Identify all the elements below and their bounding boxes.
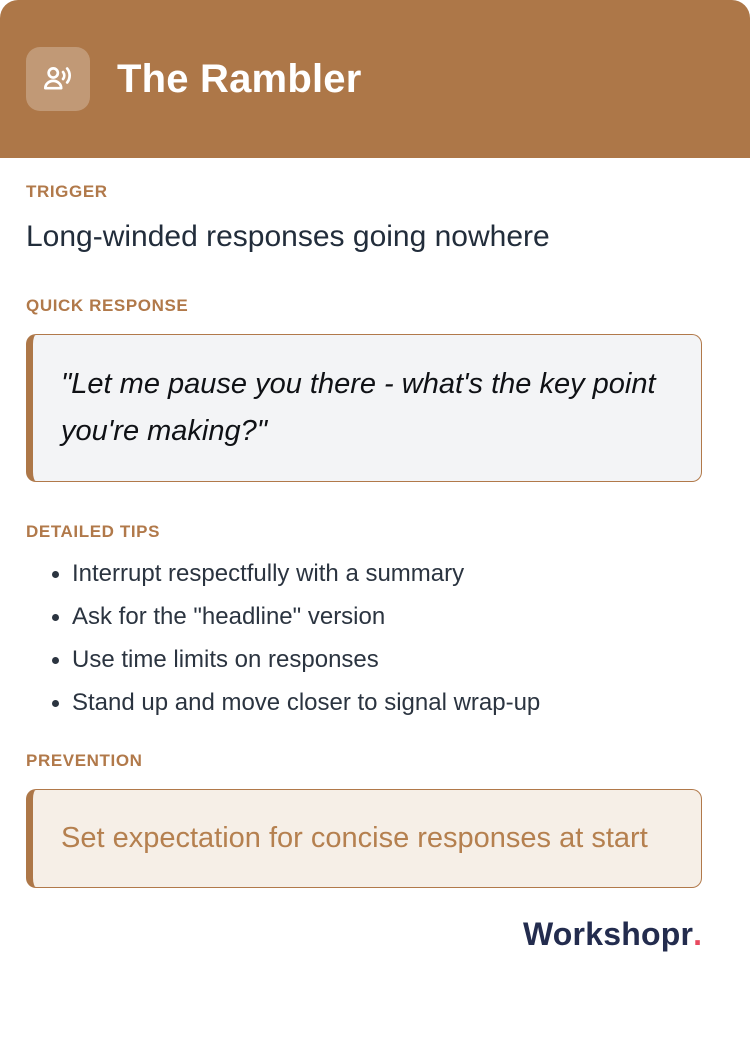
card-footer xyxy=(26,916,702,953)
icon-container xyxy=(26,47,90,111)
list-item: • Ask for the "headline" version xyxy=(72,601,702,633)
brand-logo-dot: . xyxy=(693,916,702,952)
person-speaking-icon xyxy=(39,60,77,98)
trigger-label: TRIGGER xyxy=(26,182,108,201)
list-item: • Interrupt respectfully with a summary xyxy=(72,558,702,590)
detailed-tips-list xyxy=(26,558,702,719)
card-content xyxy=(0,182,750,953)
quick-response-quote: "Let me pause you there - what's the key point you're making?" xyxy=(61,368,656,447)
list-item: • Stand up and move closer to signal wrap-up xyxy=(72,687,702,719)
prevention-box xyxy=(26,789,702,888)
quick-response-label: QUICK RESPONSE xyxy=(26,296,189,315)
page-title: The Rambler xyxy=(117,56,362,101)
trigger-text: Long-winded responses going nowhere xyxy=(26,220,550,253)
detailed-tips-label: DETAILED TIPS xyxy=(26,522,161,541)
list-item: • Use time limits on responses xyxy=(72,644,702,676)
prevention-text: Set expectation for concise responses at start xyxy=(61,822,648,854)
card-header xyxy=(0,0,750,158)
brand-logo-text: Workshopr xyxy=(522,916,694,952)
quick-response-box xyxy=(26,334,702,482)
prevention-label: PREVENTION xyxy=(26,751,143,770)
